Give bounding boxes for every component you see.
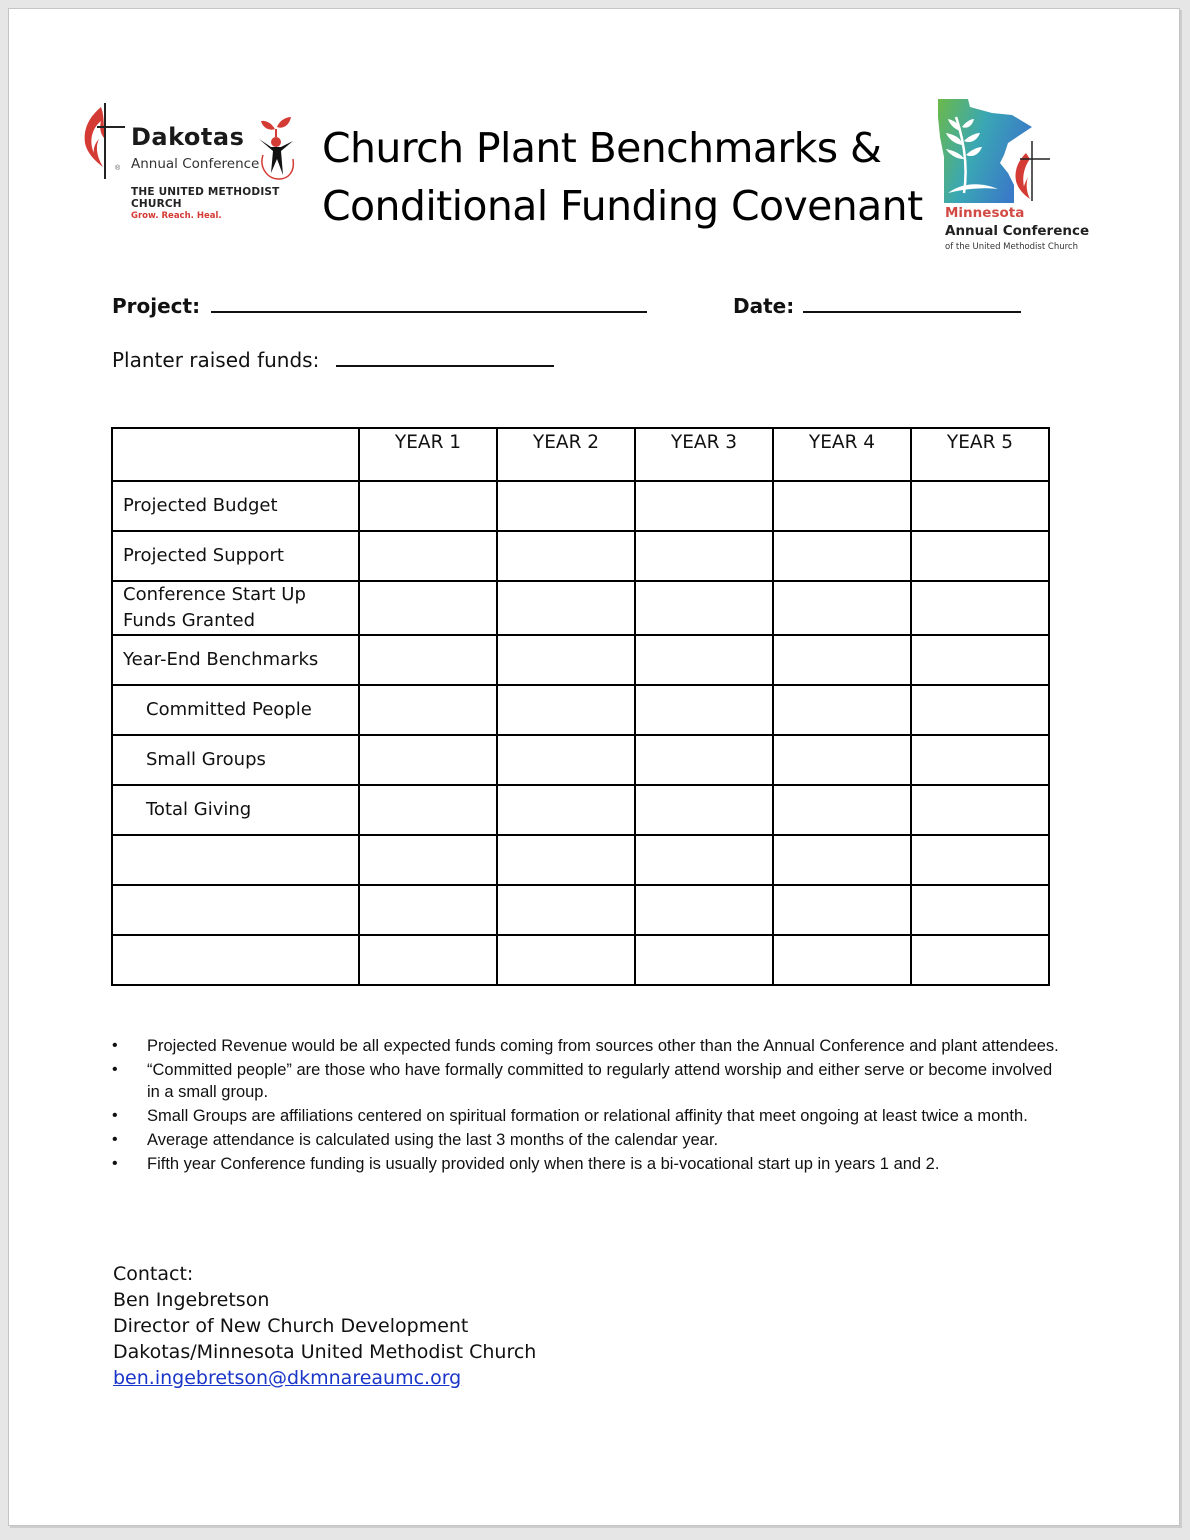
table-row-blank [112,835,1049,885]
table-cell[interactable] [497,935,635,985]
row-label-line-1: Conference Start Up [123,584,306,605]
table-cell[interactable] [359,685,497,735]
title-line-1: Church Plant Benchmarks & [322,124,882,172]
table-cell[interactable] [635,581,773,635]
minnesota-subtitle: Annual Conference [945,223,1090,239]
table-cell[interactable] [359,481,497,531]
table-cell[interactable] [497,785,635,835]
row-label: Total Giving [112,785,359,835]
note-item: • Projected Revenue would be all expected funds coming from sources other than the Annual Conference and plant attendees. [112,1037,1059,1055]
table-cell[interactable] [911,885,1049,935]
row-label[interactable] [112,835,359,885]
planter-funds-field [112,345,554,372]
table-cell[interactable] [911,635,1049,685]
dakotas-tagline: Grow. Reach. Heal. [131,211,222,221]
header-year-3: YEAR 3 [635,428,773,481]
date-label: Date: [733,294,795,318]
table-row-blank [112,935,1049,985]
row-label: Year-End Benchmarks [112,635,359,685]
table-cell[interactable] [773,835,911,885]
minnesota-name: Minnesota [945,205,1025,221]
document-page [8,8,1180,1526]
table-cell[interactable] [359,785,497,835]
table-cell[interactable] [911,835,1049,885]
table-cell[interactable] [635,735,773,785]
project-field [112,291,647,318]
table-row-conference-start-up-funds [112,581,1049,635]
minnesota-church: of the United Methodist Church [945,242,1078,252]
row-label: Small Groups [112,735,359,785]
table-cell[interactable] [911,935,1049,985]
table-cell[interactable] [911,581,1049,635]
dakotas-subtitle: Annual Conference [131,156,260,172]
bullet-icon: • [112,1131,118,1148]
table-cell[interactable] [359,735,497,785]
table-cell[interactable] [773,581,911,635]
table-cell[interactable] [359,935,497,985]
dakotas-logo [75,99,315,234]
table-cell[interactable] [635,685,773,735]
table-cell[interactable] [635,481,773,531]
table-cell[interactable] [773,935,911,985]
contact-org: Dakotas/Minnesota United Methodist Church [113,1341,537,1363]
table-row-year-end-benchmarks [112,635,1049,685]
table-cell[interactable] [635,835,773,885]
planter-funds-input[interactable] [336,345,554,367]
bullet-icon: • [112,1155,118,1172]
table-cell[interactable] [911,481,1049,531]
table-cell[interactable] [635,885,773,935]
table-cell[interactable] [911,785,1049,835]
header-year-5: YEAR 5 [911,428,1049,481]
page-title [322,119,923,235]
table-cell[interactable] [773,735,911,785]
table-row-projected-support [112,531,1049,581]
person-with-sprout-icon [253,115,299,185]
table-cell[interactable] [359,885,497,935]
table-cell[interactable] [497,885,635,935]
table-cell[interactable] [497,685,635,735]
table-cell[interactable] [773,531,911,581]
row-label: Committed People [112,685,359,735]
date-field [733,291,1021,318]
project-input[interactable] [211,291,647,313]
minnesota-logo [926,93,1116,263]
table-cell[interactable] [635,531,773,581]
contact-heading: Contact: [113,1263,194,1285]
table-cell[interactable] [773,635,911,685]
table-row-projected-budget [112,481,1049,531]
table-cell[interactable] [497,481,635,531]
table-cell[interactable] [497,635,635,685]
bullet-icon: • [112,1037,118,1054]
table-row-committed-people [112,685,1049,735]
table-cell[interactable] [635,935,773,985]
title-line-2: Conditional Funding Covenant [322,182,923,230]
notes-list [109,1035,1069,1177]
row-label[interactable] [112,885,359,935]
dakotas-church: THE UNITED METHODIST CHURCH [131,186,280,210]
contact-role: Director of New Church Development [113,1315,469,1337]
table-cell[interactable] [359,531,497,581]
table-header-row [112,428,1049,481]
table-cell[interactable] [497,835,635,885]
note-item: • Small Groups are affiliations centered on spiritual formation or relational affinity that meet ongoing at least twice a month. [112,1107,1028,1125]
note-item: • Fifth year Conference funding is usually provided only when there is a bi-vocational start up in years 1 and 2. [112,1155,940,1173]
contact-email-link[interactable]: ben.ingebretson@dkmnareaumc.org [113,1367,462,1389]
header-year-1: YEAR 1 [359,428,497,481]
header-year-2: YEAR 2 [497,428,635,481]
table-cell[interactable] [497,581,635,635]
bullet-icon: • [112,1061,118,1078]
note-item: • Average attendance is calculated using the last 3 months of the calendar year. [112,1131,719,1149]
table-cell[interactable] [773,685,911,735]
table-cell[interactable] [911,735,1049,785]
table-cell[interactable] [911,531,1049,581]
row-label: Projected Budget [112,481,359,531]
project-label: Project: [112,294,201,318]
table-row-blank [112,885,1049,935]
table-cell[interactable] [497,735,635,785]
dakotas-name: Dakotas [131,123,245,151]
bullet-icon: • [112,1107,118,1124]
table-cell[interactable] [773,785,911,835]
minnesota-map-with-cross-and-flame-icon [934,97,1054,207]
table-row-small-groups [112,735,1049,785]
row-label-line-2: Funds Granted [123,610,256,631]
row-label: Projected Support [112,531,359,581]
table-cell[interactable] [911,685,1049,735]
contact-name: Ben Ingebretson [113,1289,270,1311]
planter-funds-label: Planter raised funds: [112,348,320,372]
table-cell[interactable] [359,835,497,885]
registered-mark: ® [115,165,121,172]
table-row-total-giving [112,785,1049,835]
header-year-4: YEAR 4 [773,428,911,481]
table-cell[interactable] [359,635,497,685]
table-cell[interactable] [635,785,773,835]
note-item: • “Committed people” are those who have formally committed to regularly attend worship and either serve or become involved in a small group. [112,1061,1053,1101]
table-cell[interactable] [773,481,911,531]
benchmarks-table [111,427,1050,986]
header-cell-empty [112,428,359,481]
row-label[interactable] [112,935,359,985]
row-label [112,581,359,635]
table-cell[interactable] [635,635,773,685]
date-input[interactable] [803,291,1021,313]
contact-block [113,1261,536,1391]
table-cell[interactable] [773,885,911,935]
table-cell[interactable] [359,581,497,635]
table-cell[interactable] [497,531,635,581]
